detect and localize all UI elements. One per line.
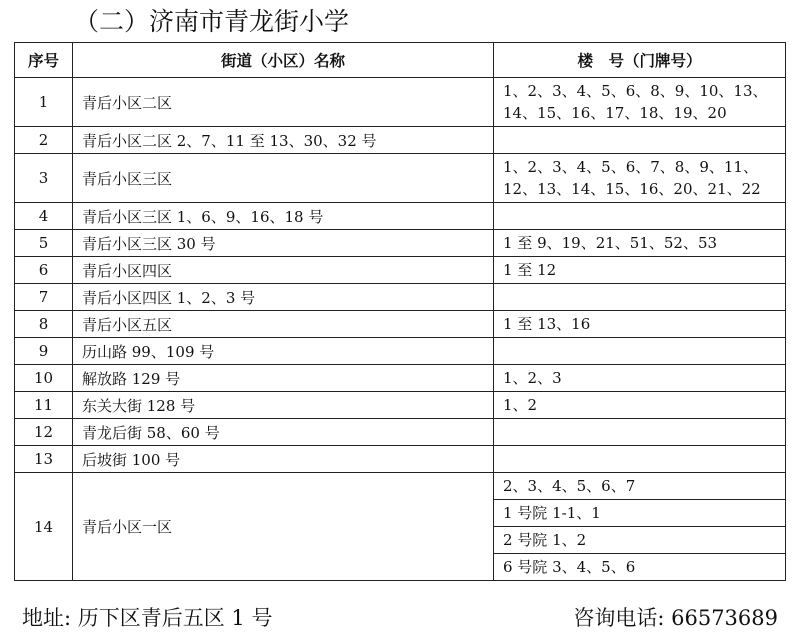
- row-no: 1: [15, 78, 73, 127]
- table-row: [15, 365, 786, 392]
- row-buildings: 1 至 12: [494, 257, 786, 284]
- table-row: [15, 311, 786, 338]
- buildings-line: 12、13、14、15、16、20、21、22: [503, 180, 761, 198]
- header-no: 序号: [15, 43, 73, 78]
- table-row: [15, 473, 786, 500]
- row-no: 4: [15, 203, 73, 230]
- row-no: 10: [15, 365, 73, 392]
- row-buildings: [494, 154, 786, 203]
- row-no: 11: [15, 392, 73, 419]
- row-street: 东关大街 128 号: [73, 392, 494, 419]
- buildings-line: 14、15、16、17、18、19、20: [503, 104, 727, 122]
- row-no: 14: [15, 473, 73, 581]
- row-buildings: 1、2: [494, 392, 786, 419]
- row-buildings: 2、3、4、5、6、7: [494, 473, 786, 500]
- row-street: 历山路 99、109 号: [73, 338, 494, 365]
- row-buildings: [494, 338, 786, 365]
- table-row: [15, 127, 786, 154]
- row-street: 青后小区四区 1、2、3 号: [73, 284, 494, 311]
- row-street: 青后小区三区: [73, 154, 494, 203]
- row-buildings: [494, 446, 786, 473]
- table-row: [15, 419, 786, 446]
- row-buildings: [494, 284, 786, 311]
- row-street: 青后小区四区: [73, 257, 494, 284]
- row-no: 3: [15, 154, 73, 203]
- row-street: 青后小区五区: [73, 311, 494, 338]
- table-row: [15, 338, 786, 365]
- row-buildings: 1 至 9、19、21、51、52、53: [494, 230, 786, 257]
- table-row: [15, 446, 786, 473]
- row-no: 12: [15, 419, 73, 446]
- header-building: 楼 号（门牌号）: [494, 43, 786, 78]
- school-address: 地址: 历下区青后五区 1 号: [22, 606, 273, 630]
- row-buildings: 1、2、3: [494, 365, 786, 392]
- row-no: 9: [15, 338, 73, 365]
- row-no: 6: [15, 257, 73, 284]
- table-header-row: [15, 43, 786, 78]
- row-street: 后坡街 100 号: [73, 446, 494, 473]
- table-row: [15, 230, 786, 257]
- row-buildings: 2 号院 1、2: [494, 527, 786, 554]
- buildings-line: 1、2、3、4、5、6、7、8、9、11、: [503, 158, 758, 176]
- row-buildings: 1 号院 1-1、1: [494, 500, 786, 527]
- row-buildings: 1 至 13、16: [494, 311, 786, 338]
- buildings-line: 1、2、3、4、5、6、8、9、10、13、: [503, 82, 768, 100]
- enrollment-table: [14, 42, 786, 581]
- row-street: 青后小区三区 30 号: [73, 230, 494, 257]
- row-street: 青龙后街 58、60 号: [73, 419, 494, 446]
- row-no: 2: [15, 127, 73, 154]
- row-street: 青后小区一区: [73, 473, 494, 581]
- row-street: 青后小区二区 2、7、11 至 13、30、32 号: [73, 127, 494, 154]
- row-buildings: [494, 203, 786, 230]
- row-buildings: [494, 127, 786, 154]
- row-street: 解放路 129 号: [73, 365, 494, 392]
- row-buildings: [494, 78, 786, 127]
- contact-phone: 咨询电话: 66573689: [573, 606, 778, 630]
- row-no: 5: [15, 230, 73, 257]
- row-no: 13: [15, 446, 73, 473]
- table-row: [15, 392, 786, 419]
- row-street: 青后小区三区 1、6、9、16、18 号: [73, 203, 494, 230]
- row-no: 8: [15, 311, 73, 338]
- table-row: [15, 78, 786, 127]
- row-no: 7: [15, 284, 73, 311]
- row-buildings: [494, 419, 786, 446]
- page-title: （二）济南市青龙街小学: [74, 7, 350, 36]
- table-row: [15, 284, 786, 311]
- row-buildings: 6 号院 3、4、5、6: [494, 554, 786, 581]
- header-street: 街道（小区）名称: [73, 43, 494, 78]
- table-row: [15, 203, 786, 230]
- table-row: [15, 257, 786, 284]
- row-street: 青后小区二区: [73, 78, 494, 127]
- table-row: [15, 154, 786, 203]
